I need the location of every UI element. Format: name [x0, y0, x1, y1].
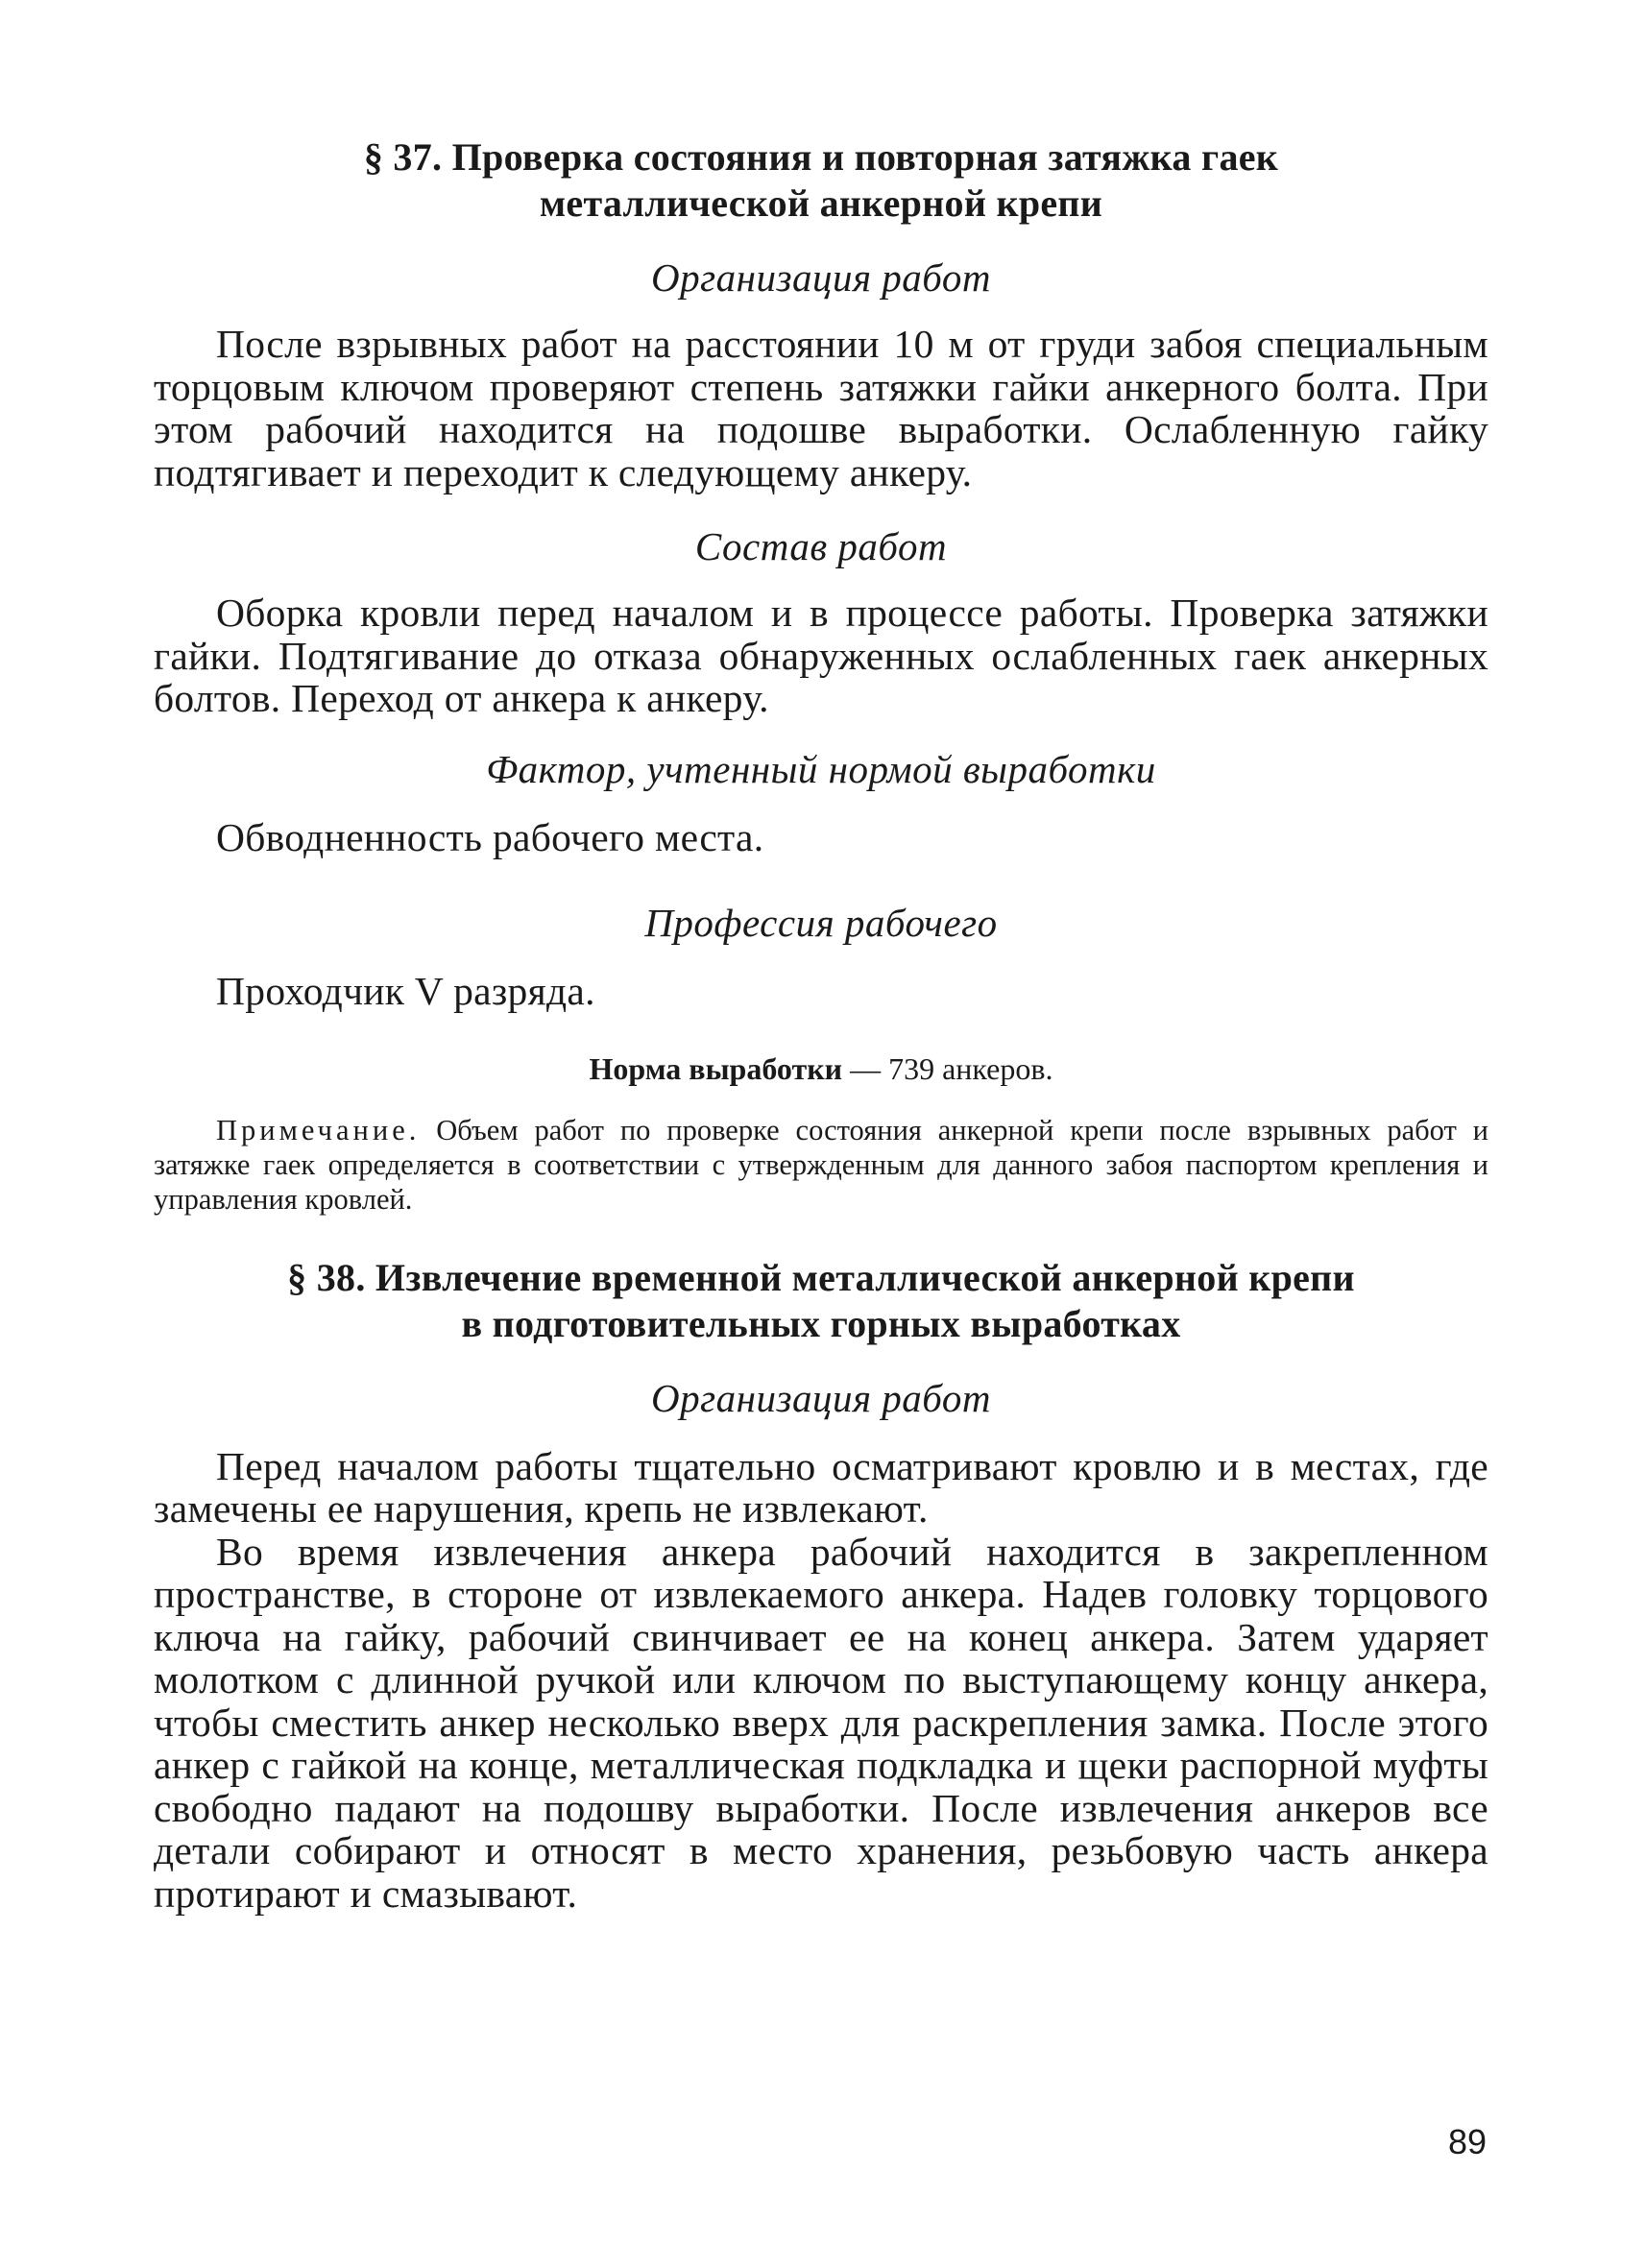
- s37-profession-heading: Профессия рабочего: [644, 901, 998, 945]
- page: [154, 134, 1488, 1915]
- section-37-title-line2: металлической анкерной крепи: [539, 181, 1103, 225]
- note-label: Примечание.: [216, 1113, 421, 1146]
- s37-composition-heading: Состав работ: [694, 524, 948, 568]
- section-38-title: [154, 1255, 1488, 1347]
- s37-organization-heading: Организация работ: [651, 255, 991, 300]
- s38-paragraph-2: Во время извлечения анкера рабочий находится в закрепленном пространстве, в стороне от извлекаемого анкера. Надев головку торцового ключа на гайку, рабочий свинчивает ее на конец анкера. Затем ударяет молотком с длинной ручкой или ключом по выступающему концу анкера, чтобы сместить анкер несколько вверх для раскрепления замка. После этого анкер с гайкой на конце, металлическая подкладка и щеки распорной муфты свободно падают на подошву выработки. После извлечения анкеров все детали собирают и относят в место хранения, резьбовую часть анкера протирают и смазывают.: [154, 1529, 1488, 1916]
- s38-paragraph-1: Перед началом работы тщательно осматривают кровлю и в местах, где замечены ее нарушения, крепь не извлекают.: [154, 1443, 1488, 1531]
- section-38-title-line1: § 38. Извлечение временной металлической анкерной крепи: [287, 1255, 1355, 1299]
- section-37-title-line1: § 37. Проверка состояния и повторная затяжка гаек: [363, 135, 1279, 179]
- s37-profession-text: Проходчик V разряда.: [216, 969, 595, 1013]
- s37-organization-text: После взрывных работ на расстоянии 10 м от груди забоя специальным торцовым ключом проверяют степень затяжки гайки анкерного болта. При этом рабочий находится на подошве выработки. Ослабленную гайку подтягивает и переходит к следующему анкеру.: [154, 322, 1488, 495]
- s37-factor-heading: Фактор, учтенный нормой выработки: [486, 746, 1156, 791]
- note-text: Объем работ по проверке состояния анкерной крепи после взрывных работ и затяжке гаек определяется в соответствии с утвержденным для данного забоя паспортом крепления и управления кровлей.: [154, 1113, 1488, 1216]
- s37-composition-text: Оборка кровли перед началом и в процессе работы. Проверка затяжки гайки. Подтягивание до отказа обнаруженных ослабленных гаек анкерных болтов. Переход от анкера к анкеру.: [154, 591, 1488, 720]
- s37-production-norm: [154, 1050, 1488, 1088]
- s37-factor-text: Обводненность рабочего места.: [216, 814, 764, 859]
- s37-note: [154, 1113, 1488, 1217]
- section-37-title: [154, 134, 1488, 227]
- page-number: 89: [1447, 2122, 1487, 2161]
- norm-value: — 739 анкеров.: [850, 1050, 1053, 1086]
- norm-label: Норма выработки: [589, 1050, 843, 1086]
- s38-organization-heading: Организация работ: [651, 1375, 991, 1420]
- section-38-title-line2: в подготовительных горных выработках: [461, 1301, 1181, 1345]
